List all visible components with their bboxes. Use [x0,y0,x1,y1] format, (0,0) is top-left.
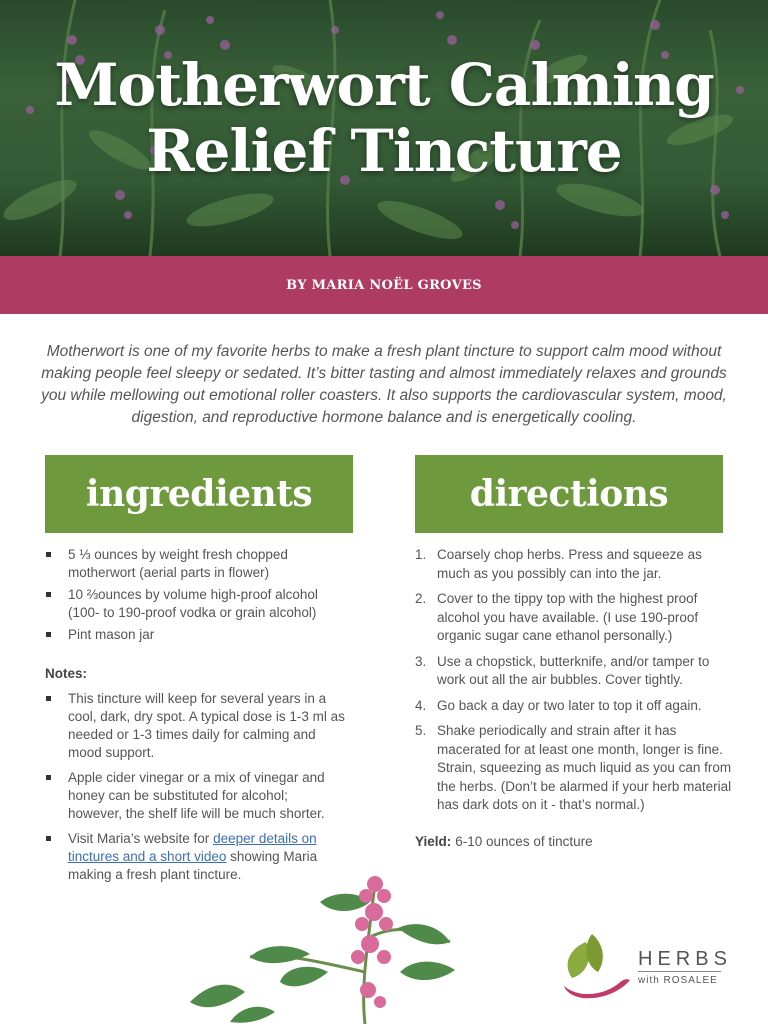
direction-step [415,590,737,646]
step-text: Shake periodically and strain after it has macerated for at least one month, longer is fine. Strain, squeezing as much liquid as you can from the herbs. (Don’t be alarmed if your herb material has dark dots on it - that’s normal.) [437,723,732,812]
ingredient-item: 5 ⅓ ounces by weight fresh chopped motherwort (aerial parts in flower) [45,546,345,582]
logo-sub-text: with ROSALEE [638,975,718,986]
step-text: Go back a day or two later to top it off again. [437,697,702,713]
directions-header [415,455,723,533]
direction-step [415,722,737,815]
title-line-1: Motherwort Calming [54,51,714,119]
herbs-with-rosalee-logo [556,928,736,1000]
ingredients-list [45,546,345,648]
yield [415,834,593,849]
step-number: 1. [415,547,427,562]
step-text: Use a chopstick, butterknife, and/or tamper to work out all the air bubbles. Cover tightly. [437,653,710,687]
note-link-before: Visit Maria’s website for [68,831,214,846]
directions-heading: directions [469,473,669,515]
direction-step [415,697,737,716]
note-item: Apple cider vinegar or a mix of vinegar and honey can be substituted for alcohol; however, the shelf life will be much shorter. [45,769,345,823]
direction-step [415,546,737,583]
step-number: 5. [415,723,427,738]
step-text: Cover to the tippy top with the highest proof alcohol you have available. (I use 190-proof organic sugar cane ethanol personally.) [437,591,699,643]
yield-label: Yield: [415,834,452,849]
logo-divider [638,971,721,972]
byline: BY MARIA NOËL GROVES [286,277,482,293]
title-line-2: Relief Tincture [146,117,622,185]
directions-list [415,546,737,822]
logo-herbs-text: HERBS [638,948,732,970]
intro-paragraph: Motherwort is one of my favorite herbs to make a fresh plant tincture to support calm mood without making people feel sleepy or sedated. It’s bitter tasting and almost immediately relaxes and grounds you while mellowing out emotional roller coasters. It also supports the cardiovascular system, mood, digestion, and reproductive hormone balance and is energetically cooling. [41,343,727,426]
ingredient-item: 10 ⅔ounces by volume high-proof alcohol (100- to 190-proof vodka or grain alcohol) [45,586,345,622]
ingredients-heading: ingredients [85,473,313,515]
ingredient-item: Pint mason jar [45,626,345,644]
leaf-hand-icon [556,928,634,1000]
step-number: 4. [415,697,427,713]
byline-bar [0,256,768,314]
step-number: 2. [415,591,427,606]
hero-banner [0,0,768,256]
notes-heading: Notes: [45,666,88,681]
ingredients-header [45,455,353,533]
yield-value: 6-10 ounces of tincture [455,834,593,849]
note-link-after: showing Maria making a fresh plant tincture. [68,849,318,882]
motherwort-illustration [170,862,470,1024]
notes-list [45,690,345,891]
direction-step [415,653,737,690]
step-text: Coarsely chop herbs. Press and squeeze as much as you possibly can into the jar. [437,547,702,581]
step-number: 3. [415,653,427,669]
page-title [0,52,768,184]
note-item: This tincture will keep for several years in a cool, dark, dry spot. A typical dose is 1-3 ml as needed or 1-3 times daily for calming and mood support. [45,690,345,762]
tincture-video-link[interactable]: deeper details on tinctures and a short video [68,831,317,864]
